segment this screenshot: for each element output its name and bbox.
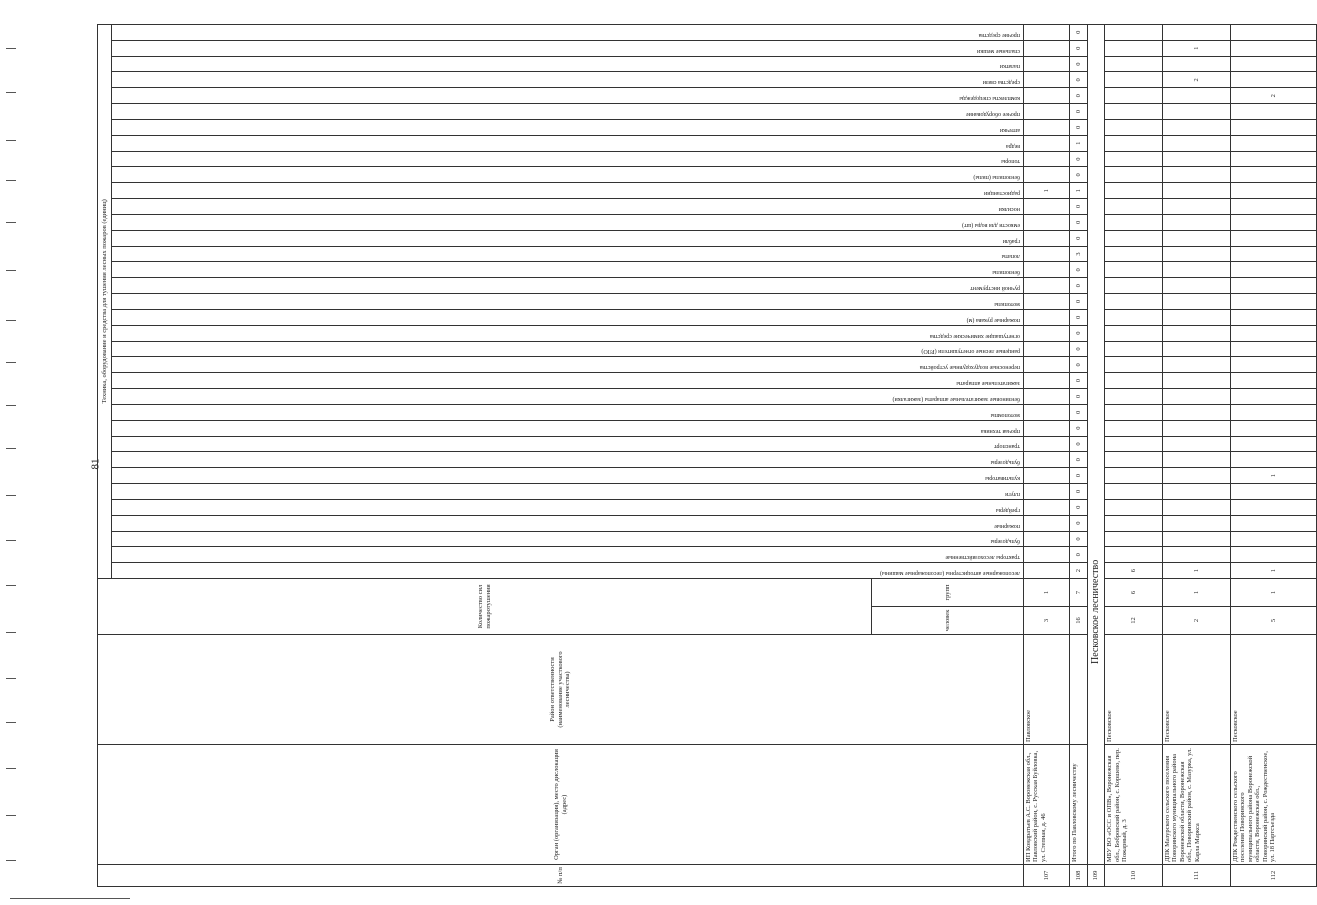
col-header-equipment: Техника, оборудование и средства для тушения лесных пожаров (единиц) — [98, 24, 112, 578]
equipment-col-label: мотопомпы — [990, 411, 1020, 418]
equipment-col-header — [112, 183, 1024, 199]
row-equipment-cell — [1231, 167, 1317, 183]
row-equipment-cell: 0 — [1070, 468, 1088, 484]
row-equipment-cell — [1162, 547, 1230, 563]
row-equipment-cell — [1024, 294, 1070, 310]
equipment-col-header — [112, 499, 1024, 515]
equipment-col-label: пожарные рукава (м) — [966, 316, 1020, 323]
row-equipment-cell — [1231, 341, 1317, 357]
row-equipment-cell — [1105, 24, 1162, 40]
equipment-col-label: радиостанции — [984, 190, 1020, 197]
row-equipment-cell — [1024, 547, 1070, 563]
row-equipment-cell — [1024, 357, 1070, 373]
row-equipment-cell — [1024, 373, 1070, 389]
row-equipment-cell — [1231, 104, 1317, 120]
row-equipment-cell — [1231, 72, 1317, 88]
row-equipment-cell — [1162, 199, 1230, 215]
row-equipment-cell: 0 — [1070, 309, 1088, 325]
row-equipment-cell — [1024, 119, 1070, 135]
row-equipment-cell: 0 — [1070, 88, 1088, 104]
row-equipment-cell: 3 — [1070, 246, 1088, 262]
row-equipment-cell: 0 — [1070, 515, 1088, 531]
row-equipment-cell — [1024, 199, 1070, 215]
equipment-col-header — [112, 547, 1024, 563]
row-equipment-cell — [1231, 547, 1317, 563]
equipment-col-header — [112, 40, 1024, 56]
row-equipment-cell — [1105, 56, 1162, 72]
row-equipment-cell — [1231, 484, 1317, 500]
row-equipment-cell: 0 — [1070, 24, 1088, 40]
row-equipment-cell — [1231, 214, 1317, 230]
row-equipment-cell: 1 — [1024, 183, 1070, 199]
row-equipment-cell: 0 — [1070, 230, 1088, 246]
equipment-col-label: огнетушащие химические средства — [929, 332, 1020, 339]
row-equipment-cell — [1231, 151, 1317, 167]
row-equipment-cell — [1024, 24, 1070, 40]
row-equipment-cell — [1231, 119, 1317, 135]
equipment-col-header — [112, 246, 1024, 262]
page-number: 81 — [89, 458, 102, 470]
row-equipment-cell — [1105, 88, 1162, 104]
equipment-col-label: бульдозеры — [990, 459, 1020, 466]
equipment-col-header — [112, 389, 1024, 405]
row-equipment-cell — [1024, 135, 1070, 151]
row-equipment-cell — [1024, 151, 1070, 167]
equipment-col-header — [112, 325, 1024, 341]
row-equipment-cell — [1105, 167, 1162, 183]
row-area: Песковское — [1231, 635, 1317, 745]
row-equipment-cell — [1162, 262, 1230, 278]
equipment-col-label: лопаты — [1001, 253, 1020, 260]
equipment-col-header — [112, 309, 1024, 325]
equipment-col-label: лесопожарные автоцистерны (лесопожарные машины) — [880, 570, 1020, 576]
equipment-col-header — [112, 88, 1024, 104]
row-equipment-cell — [1024, 468, 1070, 484]
equipment-col-label: грейдеры — [995, 506, 1020, 513]
row-equipment-cell — [1105, 262, 1162, 278]
equipment-col-header — [112, 278, 1024, 294]
row-equipment-cell — [1231, 499, 1317, 515]
equipment-col-header — [112, 135, 1024, 151]
row-equipment-cell — [1105, 531, 1162, 547]
row-equipment-cell — [1162, 531, 1230, 547]
equipment-col-header — [112, 452, 1024, 468]
row-equipment-cell — [1162, 452, 1230, 468]
row-equipment-cell: 0 — [1070, 531, 1088, 547]
row-equipment-cell — [1162, 341, 1230, 357]
row-equipment-cell — [1162, 309, 1230, 325]
row-equipment-cell: 0 — [1070, 436, 1088, 452]
col-header-num: № п/п — [98, 865, 1024, 887]
row-equipment-cell — [1024, 230, 1070, 246]
row-equipment-cell — [1162, 246, 1230, 262]
row-equipment-cell — [1162, 468, 1230, 484]
row-equipment-cell — [1024, 309, 1070, 325]
row-equipment-cell — [1024, 40, 1070, 56]
row-people: 16 — [1070, 607, 1088, 635]
section-title: Песковское лесничество — [1087, 24, 1105, 864]
equipment-col-label: топоры — [1001, 158, 1020, 165]
row-equipment-cell — [1162, 183, 1230, 199]
row-equipment-cell — [1162, 151, 1230, 167]
row-equipment-cell — [1162, 484, 1230, 500]
equipment-col-header — [112, 167, 1024, 183]
row-groups: 1 — [1231, 579, 1317, 607]
row-equipment-cell — [1105, 119, 1162, 135]
row-equipment-cell — [1024, 515, 1070, 531]
row-equipment-cell: 0 — [1070, 452, 1088, 468]
table-row — [1162, 24, 1230, 886]
row-org: ИП Кондратьев А.С. Воронежская обл., Павловский район, с. Русская Буйловка, ул. Степная, д. 46 — [1024, 745, 1070, 865]
row-equipment-cell: 0 — [1070, 214, 1088, 230]
row-equipment-cell — [1105, 325, 1162, 341]
row-equipment-cell — [1105, 547, 1162, 563]
equipment-col-label: культиваторы — [985, 475, 1020, 482]
equipment-col-header — [112, 373, 1024, 389]
row-equipment-cell: 0 — [1070, 72, 1088, 88]
equipment-col-header — [112, 104, 1024, 120]
row-equipment-cell — [1162, 167, 1230, 183]
equipment-col-header — [112, 262, 1024, 278]
equipment-col-header — [112, 56, 1024, 72]
equipment-col-label: аптечки — [999, 126, 1020, 133]
row-equipment-cell — [1105, 484, 1162, 500]
equipment-col-label: носилки — [998, 205, 1020, 212]
binder-margin — [0, 0, 40, 905]
equipment-col-label: плуги — [1005, 490, 1020, 497]
row-equipment-cell — [1105, 309, 1162, 325]
row-equipment-cell — [1231, 183, 1317, 199]
equipment-col-label: бензиновые зажигательные аппараты (зажигалки) — [892, 395, 1020, 402]
equipment-col-header — [112, 24, 1024, 40]
row-equipment-cell: 2 — [1070, 563, 1088, 579]
row-groups: 6 — [1105, 579, 1162, 607]
row-equipment-cell — [1105, 499, 1162, 515]
row-equipment-cell — [1105, 357, 1162, 373]
row-people: 3 — [1024, 607, 1070, 635]
row-equipment-cell: 0 — [1070, 119, 1088, 135]
equipment-col-header — [112, 230, 1024, 246]
row-org: ДПК Мазурского сельского поселения Поворинского муниципального района Воронежской области, Воронежская обл., Поворинский район, с. Мазурка, ул. Карла Маркса — [1162, 745, 1230, 865]
row-equipment-cell — [1231, 309, 1317, 325]
row-equipment-cell — [1162, 135, 1230, 151]
row-equipment-cell — [1231, 262, 1317, 278]
rotated-table-area — [97, 25, 1277, 887]
row-equipment-cell — [1231, 325, 1317, 341]
row-equipment-cell — [1105, 246, 1162, 262]
section-row — [1087, 24, 1105, 886]
row-equipment-cell: 0 — [1070, 278, 1088, 294]
row-equipment-cell — [1162, 230, 1230, 246]
row-equipment-cell — [1024, 167, 1070, 183]
row-equipment-cell — [1231, 56, 1317, 72]
row-equipment-cell — [1024, 278, 1070, 294]
row-equipment-cell — [1024, 88, 1070, 104]
row-equipment-cell: 0 — [1070, 499, 1088, 515]
row-equipment-cell — [1024, 325, 1070, 341]
table-row — [1105, 24, 1162, 886]
row-people: 2 — [1162, 607, 1230, 635]
equipment-col-label: тракторы лесохозяйственные — [945, 554, 1020, 561]
row-equipment-cell — [1162, 278, 1230, 294]
row-equipment-cell: 0 — [1070, 325, 1088, 341]
col-header-forces: Количество сил пожаротушения — [98, 579, 872, 635]
equipment-col-header — [112, 563, 1024, 579]
equipment-col-header — [112, 436, 1024, 452]
row-equipment-cell: 0 — [1070, 151, 1088, 167]
row-equipment-cell — [1024, 262, 1070, 278]
row-equipment-cell — [1162, 404, 1230, 420]
row-equipment-cell — [1162, 389, 1230, 405]
equipment-col-header — [112, 72, 1024, 88]
row-equipment-cell — [1105, 199, 1162, 215]
row-num: 111 — [1162, 865, 1230, 887]
footnote-line — [10, 898, 130, 899]
equipment-col-label: бульдозеры — [990, 538, 1020, 545]
row-equipment-cell — [1105, 515, 1162, 531]
equipment-col-label: переносные воздуходувные устройства — [919, 364, 1020, 371]
row-equipment-cell — [1162, 420, 1230, 436]
row-equipment-cell — [1162, 436, 1230, 452]
row-equipment-cell: 0 — [1070, 40, 1088, 56]
row-equipment-cell: 0 — [1070, 373, 1088, 389]
row-equipment-cell — [1105, 452, 1162, 468]
col-header-area: Район ответственности (наименование участкового лесничества) — [98, 635, 1024, 745]
row-equipment-cell — [1105, 420, 1162, 436]
row-equipment-cell: 0 — [1070, 294, 1088, 310]
row-area — [1070, 635, 1088, 745]
equipment-col-label: грабли — [1002, 237, 1020, 244]
row-equipment-cell — [1231, 452, 1317, 468]
forces-table — [97, 24, 1317, 887]
row-equipment-cell — [1231, 420, 1317, 436]
row-equipment-cell — [1162, 357, 1230, 373]
col-header-groups: групп — [872, 579, 1024, 607]
equipment-col-header — [112, 357, 1024, 373]
row-equipment-cell — [1024, 484, 1070, 500]
equipment-col-label: бензопилы — [992, 269, 1020, 276]
row-groups: 1 — [1024, 579, 1070, 607]
equipment-col-label: прочая техника — [980, 427, 1020, 434]
row-equipment-cell — [1105, 294, 1162, 310]
row-equipment-cell — [1162, 119, 1230, 135]
equipment-col-label: спальные мешки — [977, 47, 1020, 54]
row-equipment-cell — [1024, 499, 1070, 515]
row-equipment-cell — [1024, 404, 1070, 420]
row-equipment-cell — [1024, 56, 1070, 72]
row-equipment-cell: 1 — [1231, 468, 1317, 484]
equipment-col-header — [112, 199, 1024, 215]
row-equipment-cell — [1162, 325, 1230, 341]
row-equipment-cell — [1105, 230, 1162, 246]
row-area: Песковское — [1162, 635, 1230, 745]
row-equipment-cell — [1105, 214, 1162, 230]
row-equipment-cell: 6 — [1105, 563, 1162, 579]
row-equipment-cell — [1231, 373, 1317, 389]
row-equipment-cell — [1024, 452, 1070, 468]
equipment-col-header — [112, 468, 1024, 484]
row-equipment-cell — [1105, 373, 1162, 389]
equipment-col-header — [112, 515, 1024, 531]
row-equipment-cell — [1024, 214, 1070, 230]
row-equipment-cell: 1 — [1070, 135, 1088, 151]
equipment-col-label: прочее оборудование — [965, 110, 1020, 117]
row-equipment-cell — [1231, 135, 1317, 151]
equipment-col-header — [112, 294, 1024, 310]
equipment-col-label: ручной инструмент — [970, 285, 1020, 292]
table-row — [1070, 24, 1088, 886]
row-equipment-cell — [1231, 40, 1317, 56]
row-equipment-cell: 0 — [1070, 389, 1088, 405]
row-equipment-cell — [1024, 531, 1070, 547]
equipment-col-header — [112, 214, 1024, 230]
row-equipment-cell: 0 — [1070, 404, 1088, 420]
equipment-col-header — [112, 531, 1024, 547]
equipment-col-label: комплекты спецодежды — [959, 95, 1020, 102]
row-people: 5 — [1231, 607, 1317, 635]
row-equipment-cell: 1 — [1162, 563, 1230, 579]
equipment-col-header — [112, 404, 1024, 420]
row-equipment-cell — [1231, 531, 1317, 547]
equipment-col-label: средства связи — [982, 79, 1020, 86]
row-people: 12 — [1105, 607, 1162, 635]
equipment-col-label: зажигательные аппараты — [956, 380, 1020, 387]
equipment-col-header — [112, 341, 1024, 357]
equipment-col-header — [112, 119, 1024, 135]
row-equipment-cell: 0 — [1070, 56, 1088, 72]
row-equipment-cell — [1024, 104, 1070, 120]
row-equipment-cell — [1105, 183, 1162, 199]
row-equipment-cell: 2 — [1231, 88, 1317, 104]
equipment-col-label: мотопилы — [994, 300, 1020, 307]
row-area: Песковское — [1105, 635, 1162, 745]
col-header-people: человек — [872, 607, 1024, 635]
row-equipment-cell — [1105, 404, 1162, 420]
row-equipment-cell — [1162, 56, 1230, 72]
row-equipment-cell — [1162, 294, 1230, 310]
row-equipment-cell — [1162, 24, 1230, 40]
row-num: 112 — [1231, 865, 1317, 887]
equipment-col-label: пожарные — [994, 522, 1020, 529]
row-org: Итого по Павловскому лесничеству — [1070, 745, 1088, 865]
section-num: 109 — [1087, 865, 1105, 887]
row-equipment-cell: 2 — [1162, 72, 1230, 88]
equipment-col-label: ранцевые лесные огнетушители (РЛО) — [921, 348, 1020, 355]
equipment-col-label: ведра — [1005, 142, 1020, 149]
row-equipment-cell — [1105, 72, 1162, 88]
row-equipment-cell — [1162, 499, 1230, 515]
row-org: ДПК Рождественского сельского поселения Поворинского муниципального района Воронежской области, Воронежская обл., Поворинский район, с. Рождественское, ул. 18 Партсъезда — [1231, 745, 1317, 865]
equipment-col-header — [112, 151, 1024, 167]
row-equipment-cell — [1105, 135, 1162, 151]
row-equipment-cell: 0 — [1070, 547, 1088, 563]
row-equipment-cell — [1231, 294, 1317, 310]
row-equipment-cell: 0 — [1070, 199, 1088, 215]
row-equipment-cell — [1105, 341, 1162, 357]
row-equipment-cell — [1105, 151, 1162, 167]
table-row — [1024, 24, 1070, 886]
row-equipment-cell — [1231, 389, 1317, 405]
row-equipment-cell: 1 — [1162, 40, 1230, 56]
row-equipment-cell — [1231, 246, 1317, 262]
equipment-col-label: бензопилы (пилы) — [973, 174, 1020, 181]
row-groups: 1 — [1162, 579, 1230, 607]
row-equipment-cell — [1105, 436, 1162, 452]
row-equipment-cell — [1231, 230, 1317, 246]
row-equipment-cell — [1231, 278, 1317, 294]
row-equipment-cell — [1024, 72, 1070, 88]
row-equipment-cell — [1162, 373, 1230, 389]
row-equipment-cell: 0 — [1070, 420, 1088, 436]
row-groups: 7 — [1070, 579, 1088, 607]
row-equipment-cell — [1024, 420, 1070, 436]
row-equipment-cell — [1162, 515, 1230, 531]
row-equipment-cell: 1 — [1070, 183, 1088, 199]
row-equipment-cell: 0 — [1070, 104, 1088, 120]
row-equipment-cell — [1024, 389, 1070, 405]
equipment-col-label: емкости для воды (шт) — [962, 221, 1020, 228]
row-equipment-cell — [1231, 24, 1317, 40]
row-equipment-cell — [1105, 389, 1162, 405]
row-equipment-cell — [1024, 341, 1070, 357]
row-equipment-cell — [1024, 563, 1070, 579]
row-equipment-cell — [1162, 214, 1230, 230]
row-equipment-cell — [1231, 357, 1317, 373]
row-num: 110 — [1105, 865, 1162, 887]
row-equipment-cell — [1105, 104, 1162, 120]
equipment-col-header — [112, 484, 1024, 500]
row-equipment-cell: 0 — [1070, 167, 1088, 183]
row-equipment-cell — [1231, 436, 1317, 452]
row-org: МБУ ВО «ОСС и ОПВ», Воронежская обл., Бобровский район, с. Коршево, пер. Пожарный, д. 3 — [1105, 745, 1162, 865]
table-row — [1231, 24, 1317, 886]
row-equipment-cell — [1024, 246, 1070, 262]
row-equipment-cell: 0 — [1070, 341, 1088, 357]
row-equipment-cell — [1231, 404, 1317, 420]
row-equipment-cell — [1105, 468, 1162, 484]
row-equipment-cell — [1105, 278, 1162, 294]
equipment-col-label: прочие средства — [978, 31, 1020, 38]
row-equipment-cell — [1231, 515, 1317, 531]
row-num: 107 — [1024, 865, 1070, 887]
col-header-org: Орган (организация), место дислокации (адрес) — [98, 745, 1024, 865]
row-equipment-cell: 1 — [1231, 563, 1317, 579]
equipment-col-header — [112, 420, 1024, 436]
row-equipment-cell — [1231, 199, 1317, 215]
row-area: Павловское — [1024, 635, 1070, 745]
row-equipment-cell: 0 — [1070, 357, 1088, 373]
row-equipment-cell: 0 — [1070, 262, 1088, 278]
row-equipment-cell — [1105, 40, 1162, 56]
row-equipment-cell — [1162, 88, 1230, 104]
row-equipment-cell — [1024, 436, 1070, 452]
row-equipment-cell: 0 — [1070, 484, 1088, 500]
equipment-col-label: палатки — [999, 63, 1020, 70]
row-equipment-cell — [1162, 104, 1230, 120]
row-num: 108 — [1070, 865, 1088, 887]
equipment-col-label: транспорт — [994, 443, 1020, 450]
